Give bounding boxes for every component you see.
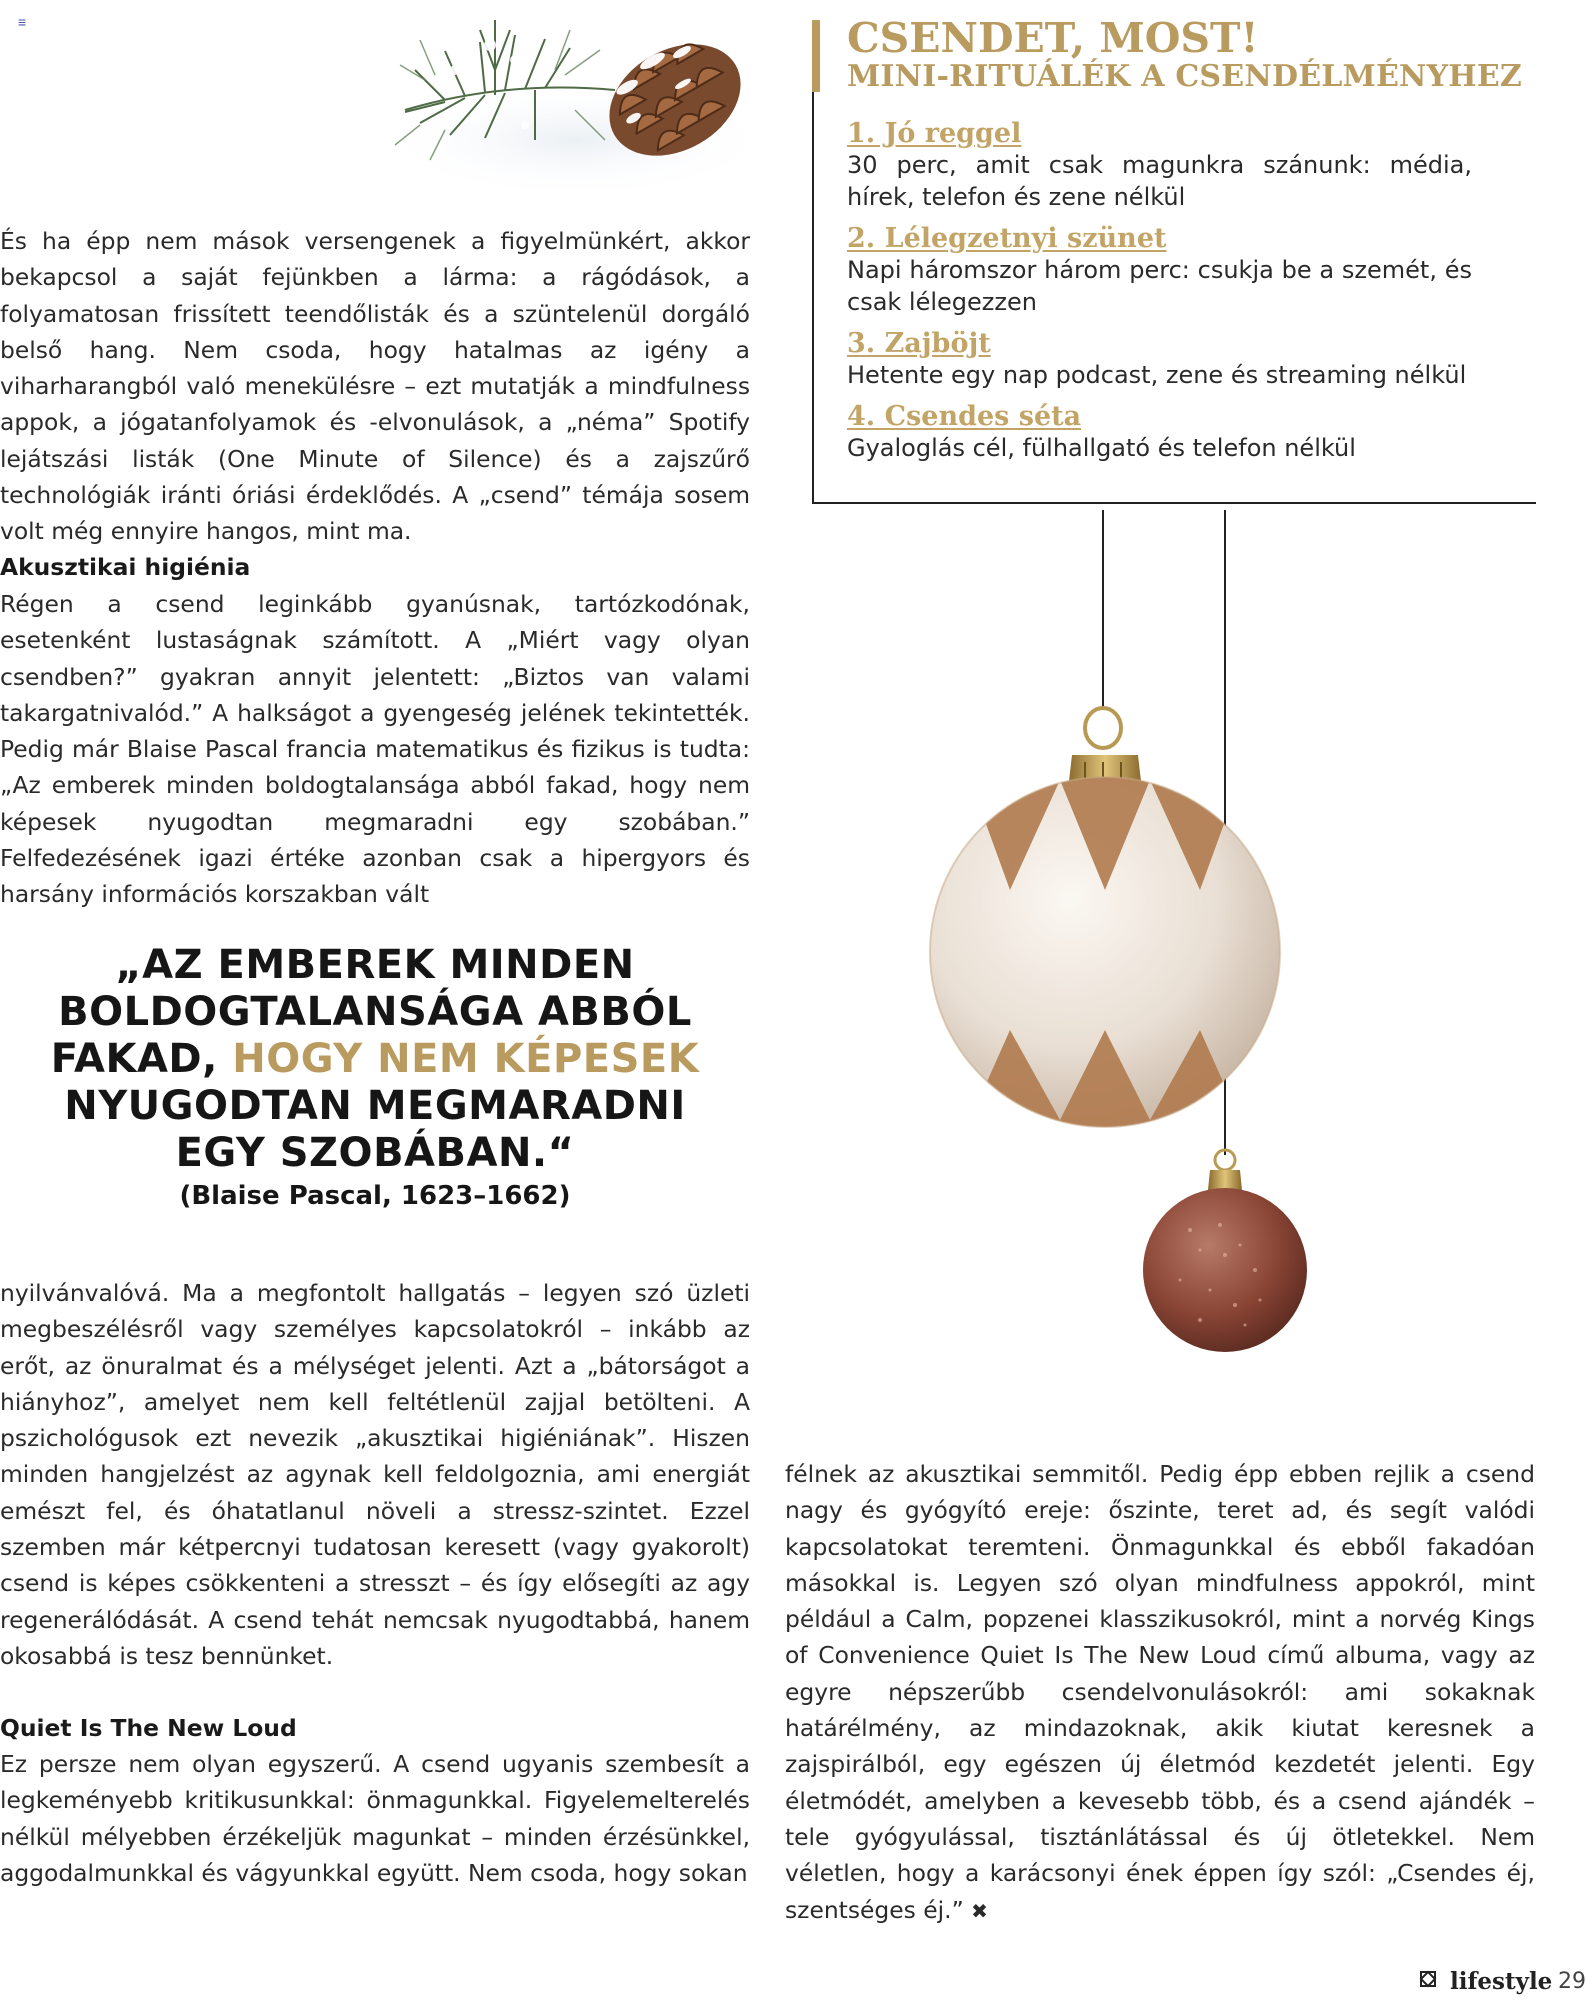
ritual-desc: Napi háromszor három perc: csukja be a szemét, és csak lélegezzen — [847, 256, 1472, 317]
ritual-item — [847, 118, 1472, 213]
box-border — [812, 92, 814, 502]
box-title: CSENDET, MOST! — [847, 14, 1259, 62]
article-paragraph: nyilvánvalóvá. Ma a megfontolt hallgatás – legyen szó üzleti megbeszélésről vagy személyes kapcsolatokról – inkább az erőt, az önuralmat és a mélységet jelenti. Azt a „bátorságot a hiányhoz”, amelyet nem kell feltétlenül zajjal betölteni. A pszichológusok ezt nevezik „akusztikai higiéniának”. Hiszen minden hangjelzést az agynak kell feldolgoznia, ami energiát emészt fel, és óhatatlanul növeli a stressz-szintet. Ezzel szemben már kétpercnyi tudatosan keresett (vagy gyakorolt) csend is képes csökkenteni a stresszt – és így elősegíti az agy regenerálódását. A csend tehát nemcsak nyugodtabbá, hanem okosabbá is tesz bennünket. — [0, 1279, 750, 1670]
article-text: félnek az akusztikai semmitől. Pedig épp ebben rejlik a csend nagy és gyógyító ereje: őszinte, teret ad, és segít valódi kapcsolatokat teremteni. Önmagunkkal és ebből fakadóan másokkal is. Legyen szó olyan mindfulness appokról, mint például a Calm, popzenei klasszikusokról, mint a norvég Kings of Convenience Quiet Is The New Loud című albuma, vagy az egyre népszerűbb csendelvonulásokról: ami sokaknak határélmény, az mindazoknak, akik kiutat keresnek a zajspirálból, egy egészen új életmód kezdetét jelenti. Egy életmódét, amelyben a kevesebb több, és a csend ajándék – tele gyógyulással, tisztánlátással és új ötletekkel. Nem véletlen, hogy a karácsonyi ének éppen így szól: „Csendes éj, szentséges éj.” — [785, 1460, 1535, 1924]
accent-bar — [812, 20, 820, 92]
section-heading: Akusztikai higiénia — [0, 553, 251, 581]
pinecone-illustration — [385, 0, 785, 200]
ritual-title: 2. Lélegzetnyi szünet — [847, 223, 1167, 255]
quote-line — [30, 1036, 720, 1083]
ritual-title: 3. Zajböjt — [847, 328, 991, 360]
quote-highlight: HOGY NEM KÉPESEK — [232, 1036, 700, 1082]
article-paragraph — [785, 1456, 1535, 1929]
quote-attribution: (Blaise Pascal, 1623–1662) — [179, 1181, 571, 1211]
article-paragraph: Régen a csend leginkább gyanúsnak, tartózkodónak, esetenként lustaságnak számított. A „Miért vagy olyan csendben?” gyakran annyit jelentett: „Biztos van valami takargatnivalód.” A halkságot a gyengeség jelének tekintették. Pedig már Blaise Pascal francia matematikus és fizikus is tudta: „Az emberek minden boldogtalansága abból fakad, hogy nem képesek nyugodtan megmaradni egy szobában.” Felfedezésének igazi értéke azonban csak a hipergyors és harsány információs korszakban vált — [0, 590, 750, 909]
corner-mark: ≡ — [18, 14, 27, 30]
page-number: 29 — [1558, 1969, 1586, 1994]
ornaments-illustration — [900, 510, 1360, 1370]
pull-quote — [30, 942, 720, 1211]
ritual-desc: Gyaloglás cél, fülhallgató és telefon nélkül — [847, 434, 1356, 463]
quote-line: „AZ EMBEREK MINDEN — [115, 942, 635, 988]
quote-text: FAKAD, — [50, 1036, 218, 1082]
article-paragraph: És ha épp nem mások versengenek a figyelmünkért, akkor bekapcsol a saját fejünkben a lárma: a rágódások, a folyamatosan frissített teendőlisták és a szüntelenül dorgáló belső hang. Nem csoda, hogy hatalmas az igény a viharharangból való menekülésre – ezt mutatják a mindfulness appok, a jógatanfolyamok és -elvonulások, a „néma” Spotify lejátszási listák (One Minute of Silence) és a zajszűrő technológiák iránti óriási érdeklődés. A „csend” témája sosem volt még ennyire hangos, mint ma. — [0, 227, 750, 546]
lifestyle-logo-icon — [1418, 1969, 1438, 1994]
footer-brand: lifestyle — [1450, 1968, 1553, 1995]
footer — [1418, 1968, 1586, 1996]
article-paragraph: Ez persze nem olyan egyszerű. A csend ugyanis szembesít a legkeményebb kritikusunkkal: önmagunkkal. Figyelemelterelés nélkül mélyebben érzékeljük magunkat – minden érzésünkkel, aggodalmunkkal és vágyunkkal együtt. Nem csoda, hogy sokan — [0, 1750, 750, 1887]
ritual-item — [847, 223, 1472, 318]
ritual-item — [847, 328, 1472, 391]
ritual-title: 4. Csendes séta — [847, 401, 1082, 433]
section-heading: Quiet Is The New Loud — [0, 1714, 297, 1742]
ritual-list — [847, 118, 1472, 464]
quote-highlight: NYUGODTAN MEGMARADNI — [64, 1083, 686, 1129]
quote-highlight: EGY SZOBÁBAN.“ — [175, 1130, 575, 1176]
box-subtitle: MINI-RITUÁLÉK A CSENDÉLMÉNYHEZ — [847, 59, 1522, 94]
end-mark-icon: ✖ — [971, 1898, 988, 1923]
ritual-item — [847, 401, 1472, 464]
ritual-title: 1. Jó reggel — [847, 118, 1022, 149]
ritual-desc: Hetente egy nap podcast, zene és streaming nélkül — [847, 361, 1467, 390]
ritual-desc: 30 perc, amit csak magunkra szánunk: média, hírek, telefon és zene nélkül — [847, 151, 1472, 212]
quote-line: BOLDOGTALANSÁGA ABBÓL — [58, 989, 692, 1035]
sidebar-box — [812, 14, 1536, 504]
